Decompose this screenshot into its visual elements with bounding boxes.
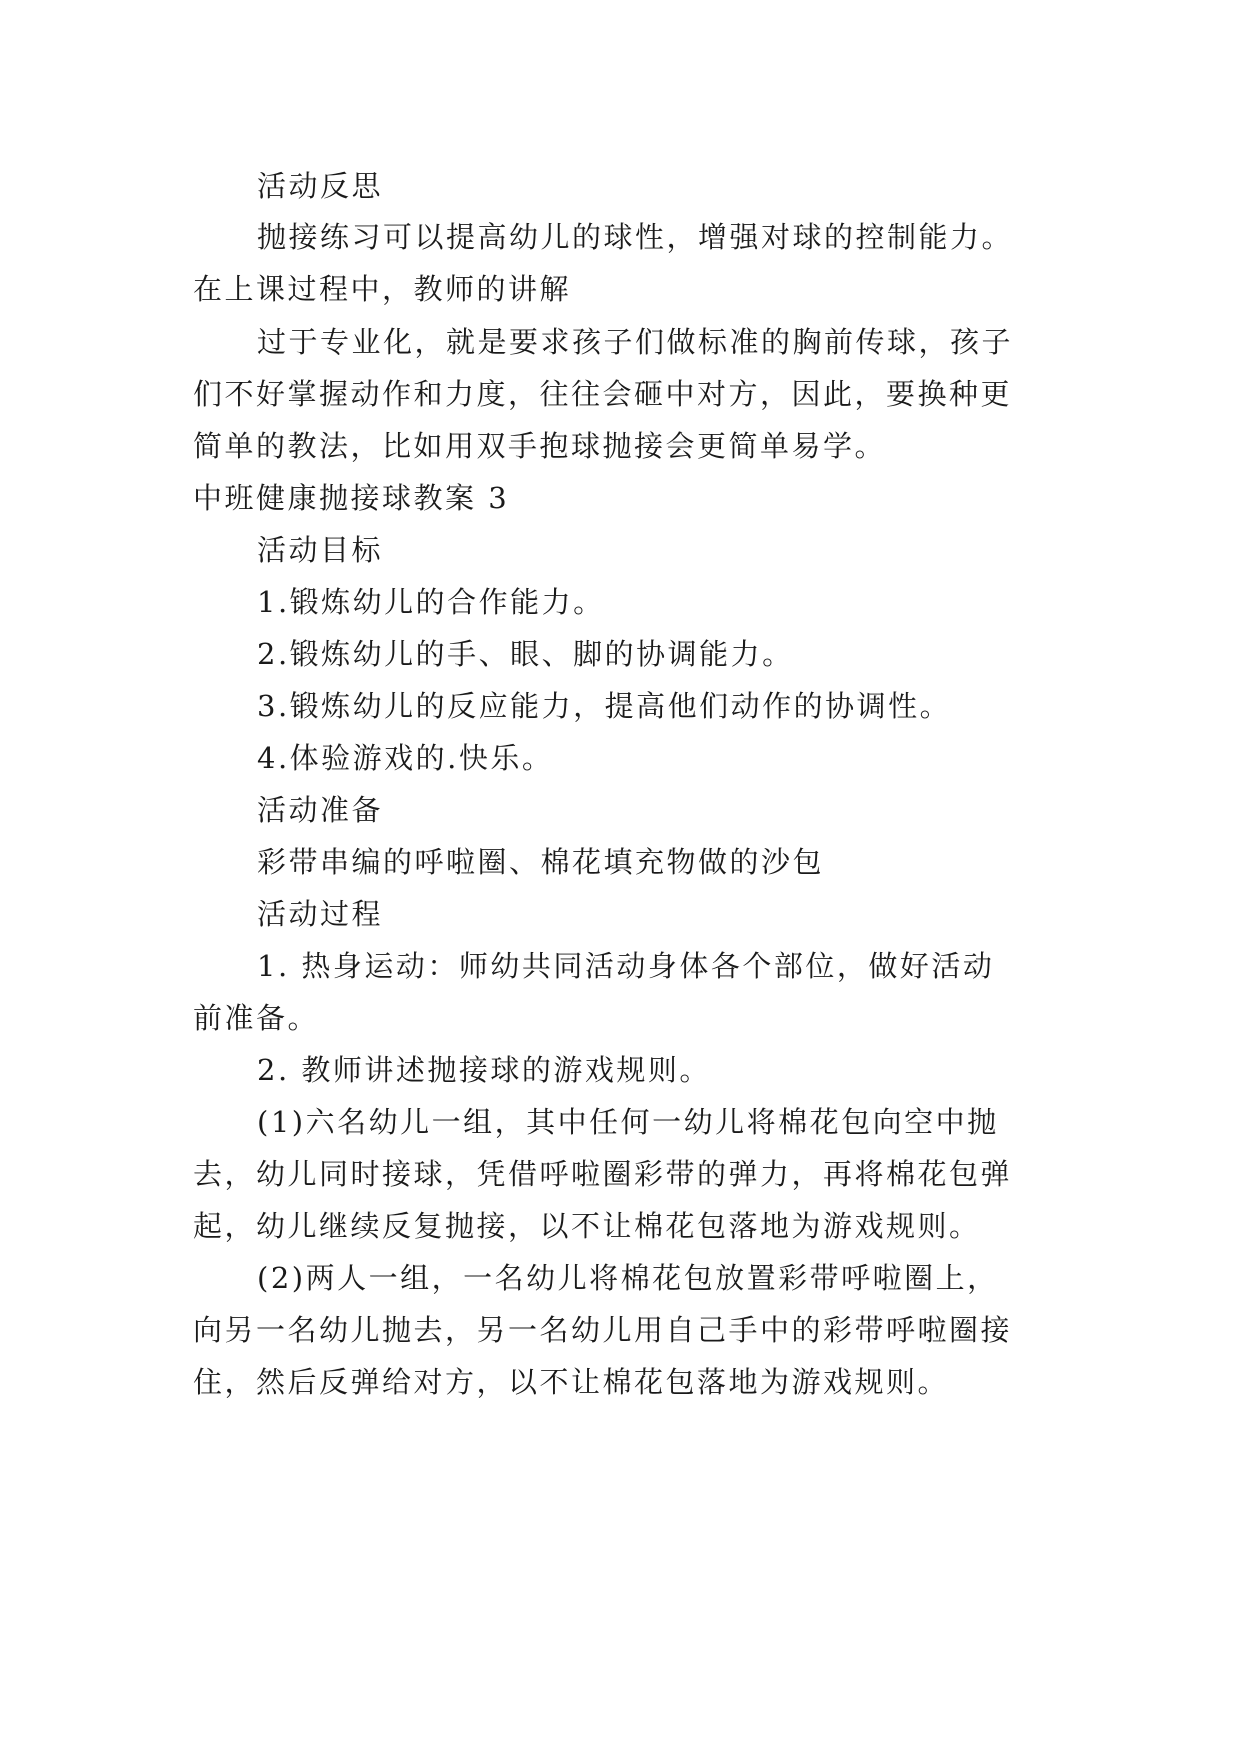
heading-activity-goals: 活动目标 xyxy=(257,533,384,567)
paragraph-line: 起，幼儿继续反复抛接，以不让棉花包落地为游戏规则。 xyxy=(193,1209,981,1243)
heading-activity-reflection: 活动反思 xyxy=(257,169,384,203)
paragraph-line: 彩带串编的呼啦圈、棉花填充物做的沙包 xyxy=(257,845,825,879)
goal-item: 2.锻炼幼儿的手、眼、脚的协调能力。 xyxy=(257,637,794,671)
goal-item: 3.锻炼幼儿的反应能力，提高他们动作的协调性。 xyxy=(257,689,952,723)
paragraph-line: 抛接练习可以提高幼儿的球性，增强对球的控制能力。 xyxy=(257,220,1014,254)
goal-item: 1.锻炼幼儿的合作能力。 xyxy=(257,585,605,619)
process-step: 2. 教师讲述抛接球的游戏规则。 xyxy=(257,1053,711,1087)
heading-activity-preparation: 活动准备 xyxy=(257,793,384,827)
paragraph-line: 前准备。 xyxy=(193,1001,320,1035)
rule-item: (2)两人一组，一名幼儿将棉花包放置彩带呼啦圈上， xyxy=(257,1261,999,1295)
paragraph-line: 简单的教法，比如用双手抱球抛接会更简单易学。 xyxy=(193,429,887,463)
paragraph-line: 住，然后反弹给对方，以不让棉花包落地为游戏规则。 xyxy=(193,1365,950,1399)
paragraph-line: 在上课过程中，教师的讲解 xyxy=(193,272,572,306)
paragraph-line: 向另一名幼儿抛去，另一名幼儿用自己手中的彩带呼啦圈接 xyxy=(193,1313,1013,1347)
paragraph-line: 们不好掌握动作和力度，往往会砸中对方，因此，要换种更 xyxy=(193,377,1013,411)
paragraph-line: 过于专业化，就是要求孩子们做标准的胸前传球，孩子 xyxy=(257,325,1014,359)
rule-item: (1)六名幼儿一组，其中任何一幼儿将棉花包向空中抛 xyxy=(257,1105,999,1139)
section-title: 中班健康抛接球教案 3 xyxy=(193,481,510,515)
heading-activity-process: 活动过程 xyxy=(257,897,384,931)
paragraph-line: 去，幼儿同时接球，凭借呼啦圈彩带的弹力，再将棉花包弹 xyxy=(193,1157,1013,1191)
goal-item: 4.体验游戏的.快乐。 xyxy=(257,741,554,775)
process-step: 1. 热身运动：师幼共同活动身体各个部位，做好活动 xyxy=(257,949,995,983)
